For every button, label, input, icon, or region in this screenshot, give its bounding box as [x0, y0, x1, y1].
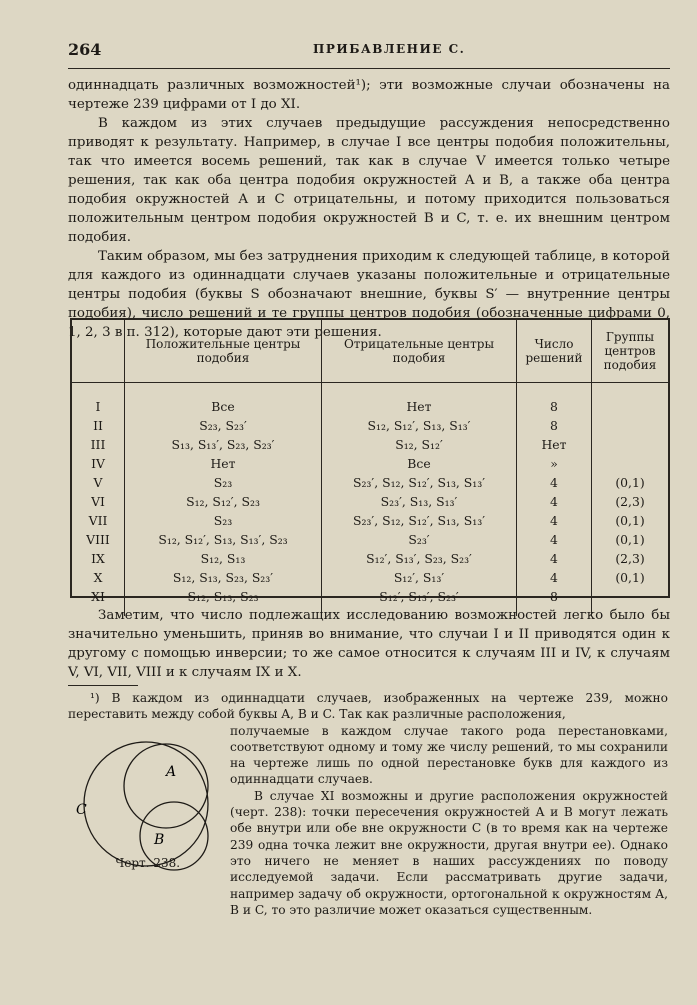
- count-cell: 8: [517, 587, 592, 616]
- table-row: [72, 511, 668, 530]
- after-table-text: [68, 606, 670, 682]
- table-row: [72, 435, 668, 454]
- groups-cell: [592, 454, 669, 473]
- paragraph-3: Таким образом, мы без затруднения приходим к следующей таблице, в которой для каждого из одиннадцати случаев указаны положительные и отрицательные центры подобия (буквы S обозначают внешние, буквы S′ — внутренние центры подобия), число решений и те группы центров подобия (обозначенные цифрами 0, 1, 2, 3 в п. 312), которые дают эти решения.: [68, 249, 670, 340]
- page-header: [68, 40, 670, 60]
- paragraph-2: В каждом из этих случаев предыдущие рассуждения непосредственно приводят к результату. Например, в случае I все центры подобия положительны, так что имеется восемь решений, так как в случае V имеется только четыре решения, так как оба центра подобия окружностей A и B, а также оба центра подобия окружностей A и C отрицательны, и потому приходится пользоваться положительным центром подобия окружностей B и C, т. е. их внешним центром подобия.: [68, 116, 670, 245]
- groups-cell: (0,1): [592, 530, 669, 549]
- footnote-wrapped-1: получаемые в каждом случае такого рода перестановками, соответствуют одному и тому же числу решений, то мы сохранили на чертеже лишь по одной перестановке букв для каждого из одиннадцати случаев.: [230, 723, 668, 787]
- positive-cell: S₁₂, S₁₂′, S₂₃: [125, 492, 322, 511]
- groups-cell: (0,1): [592, 511, 669, 530]
- table-row: [72, 549, 668, 568]
- footnote-lead: ¹) В каждом из одиннадцати случаев, изображенных на чертеже 239, можно переставить между собой буквы A, B и C. Так как различные расположения,: [68, 691, 668, 722]
- page-number: 264: [68, 40, 102, 59]
- header-negative: Отрицательные центры подобия: [322, 320, 517, 383]
- count-cell: 8: [517, 416, 592, 435]
- case-cell: VII: [88, 513, 108, 528]
- negative-cell: S₂₃′: [322, 530, 517, 549]
- footnote-wrapped-2: В случае XI возможны и другие расположения окружностей (черт. 238): точки пересечения окружностей A и B могут лежать обе внутри или обе вне окружности C (в то время как на чертеже 239 одна точка лежит вне окружности, другая внутри ее). Однако это ничего не меняет в наших рассуждениях по поводу исследуемой задачи. Если рассматривать другие задачи, например задачу об окружности, ортогональной к окружностям A, B и C, то это различие может оказаться существенным.: [230, 788, 668, 917]
- label-a: A: [166, 764, 177, 780]
- case-cell: VIII: [86, 532, 110, 547]
- positive-cell: Все: [125, 383, 322, 417]
- table-row: [72, 473, 668, 492]
- footnote-rule: [68, 685, 138, 686]
- table-body: [72, 383, 668, 617]
- header-positive: Положительные центры подобия: [125, 320, 322, 383]
- negative-cell: S₁₂′, S₁₃′, S₂₃′: [322, 587, 517, 616]
- table-row: [72, 530, 668, 549]
- groups-cell: (2,3): [592, 549, 669, 568]
- case-cell: I: [95, 399, 101, 414]
- table-row: [72, 492, 668, 511]
- groups-cell: [592, 435, 669, 454]
- positive-cell: S₁₂, S₁₃: [125, 549, 322, 568]
- positive-cell: S₂₃, S₂₃′: [125, 416, 322, 435]
- similarity-centers-table: [70, 318, 670, 604]
- positive-cell: S₁₂, S₁₃, S₂₃, S₂₃′: [125, 568, 322, 587]
- table-row: [72, 416, 668, 435]
- negative-cell: S₁₂′, S₁₃′, S₂₃, S₂₃′: [322, 549, 517, 568]
- groups-cell: (0,1): [592, 568, 669, 587]
- header-case: [72, 320, 125, 383]
- case-cell: III: [90, 437, 106, 452]
- table-row: [72, 383, 668, 417]
- label-b: B: [154, 832, 165, 848]
- count-cell: 4: [517, 568, 592, 587]
- negative-cell: S₂₃′, S₁₂, S₁₂′, S₁₃, S₁₃′: [322, 511, 517, 530]
- negative-cell: Все: [322, 454, 517, 473]
- count-cell: 4: [517, 492, 592, 511]
- case-cell: XI: [91, 589, 105, 604]
- positive-cell: S₁₂, S₁₃, S₂₃: [125, 587, 322, 616]
- groups-cell: [592, 383, 669, 417]
- negative-cell: S₁₂, S₁₂′, S₁₃, S₁₃′: [322, 416, 517, 435]
- paragraph-1: одиннадцать различных возможностей¹); эти возможные случаи обозначены на чертеже 239 цифрами от I до XI.: [68, 78, 670, 112]
- positive-cell: Нет: [125, 454, 322, 473]
- case-cell: X: [93, 570, 103, 585]
- count-cell: 8: [517, 383, 592, 417]
- count-cell: 4: [517, 473, 592, 492]
- case-cell: V: [93, 475, 103, 490]
- paragraph-4: Заметим, что число подлежащих исследованию возможностей легко было бы значительно уменьшить, приняв во внимание, что случаи I и II приводятся один к другому с помощью инверсии; то же самое относится к случаям III и IV, к случаям V, VI, VII, VIII и к случаям IX и X.: [68, 608, 670, 680]
- circle-c: [84, 742, 208, 866]
- header-count: Число решений: [517, 320, 592, 383]
- negative-cell: S₁₂, S₁₂′: [322, 435, 517, 454]
- header-rule: [68, 68, 670, 69]
- main-text: [68, 76, 670, 342]
- count-cell: 4: [517, 511, 592, 530]
- table-row: [72, 454, 668, 473]
- positive-cell: S₁₂, S₁₂′, S₁₃, S₁₃′, S₂₃: [125, 530, 322, 549]
- figure-caption: Черт. 238.: [115, 856, 181, 870]
- negative-cell: S₁₂′, S₁₃′: [322, 568, 517, 587]
- case-cell: IX: [91, 551, 105, 566]
- groups-cell: (2,3): [592, 492, 669, 511]
- negative-cell: S₂₃′, S₁₃, S₁₃′: [322, 492, 517, 511]
- groups-cell: (0,1): [592, 473, 669, 492]
- running-title: ПРИБАВЛЕНИЕ С.: [313, 42, 466, 56]
- positive-cell: S₂₃: [125, 511, 322, 530]
- table-header-row: [72, 320, 668, 383]
- count-cell: »: [517, 454, 592, 473]
- circle-a: [124, 744, 208, 828]
- negative-cell: Нет: [322, 383, 517, 417]
- count-cell: 4: [517, 549, 592, 568]
- case-cell: VI: [91, 494, 105, 509]
- count-cell: 4: [517, 530, 592, 549]
- positive-cell: S₂₃: [125, 473, 322, 492]
- count-cell: Нет: [517, 435, 592, 454]
- groups-cell: [592, 416, 669, 435]
- case-cell: II: [93, 418, 103, 433]
- label-c: C: [76, 802, 87, 818]
- negative-cell: S₂₃′, S₁₂, S₁₂′, S₁₃, S₁₃′: [322, 473, 517, 492]
- table-row: [72, 568, 668, 587]
- case-cell: IV: [91, 456, 105, 471]
- header-groups: Группы центров подобия: [592, 320, 669, 383]
- positive-cell: S₁₃, S₁₃′, S₂₃, S₂₃′: [125, 435, 322, 454]
